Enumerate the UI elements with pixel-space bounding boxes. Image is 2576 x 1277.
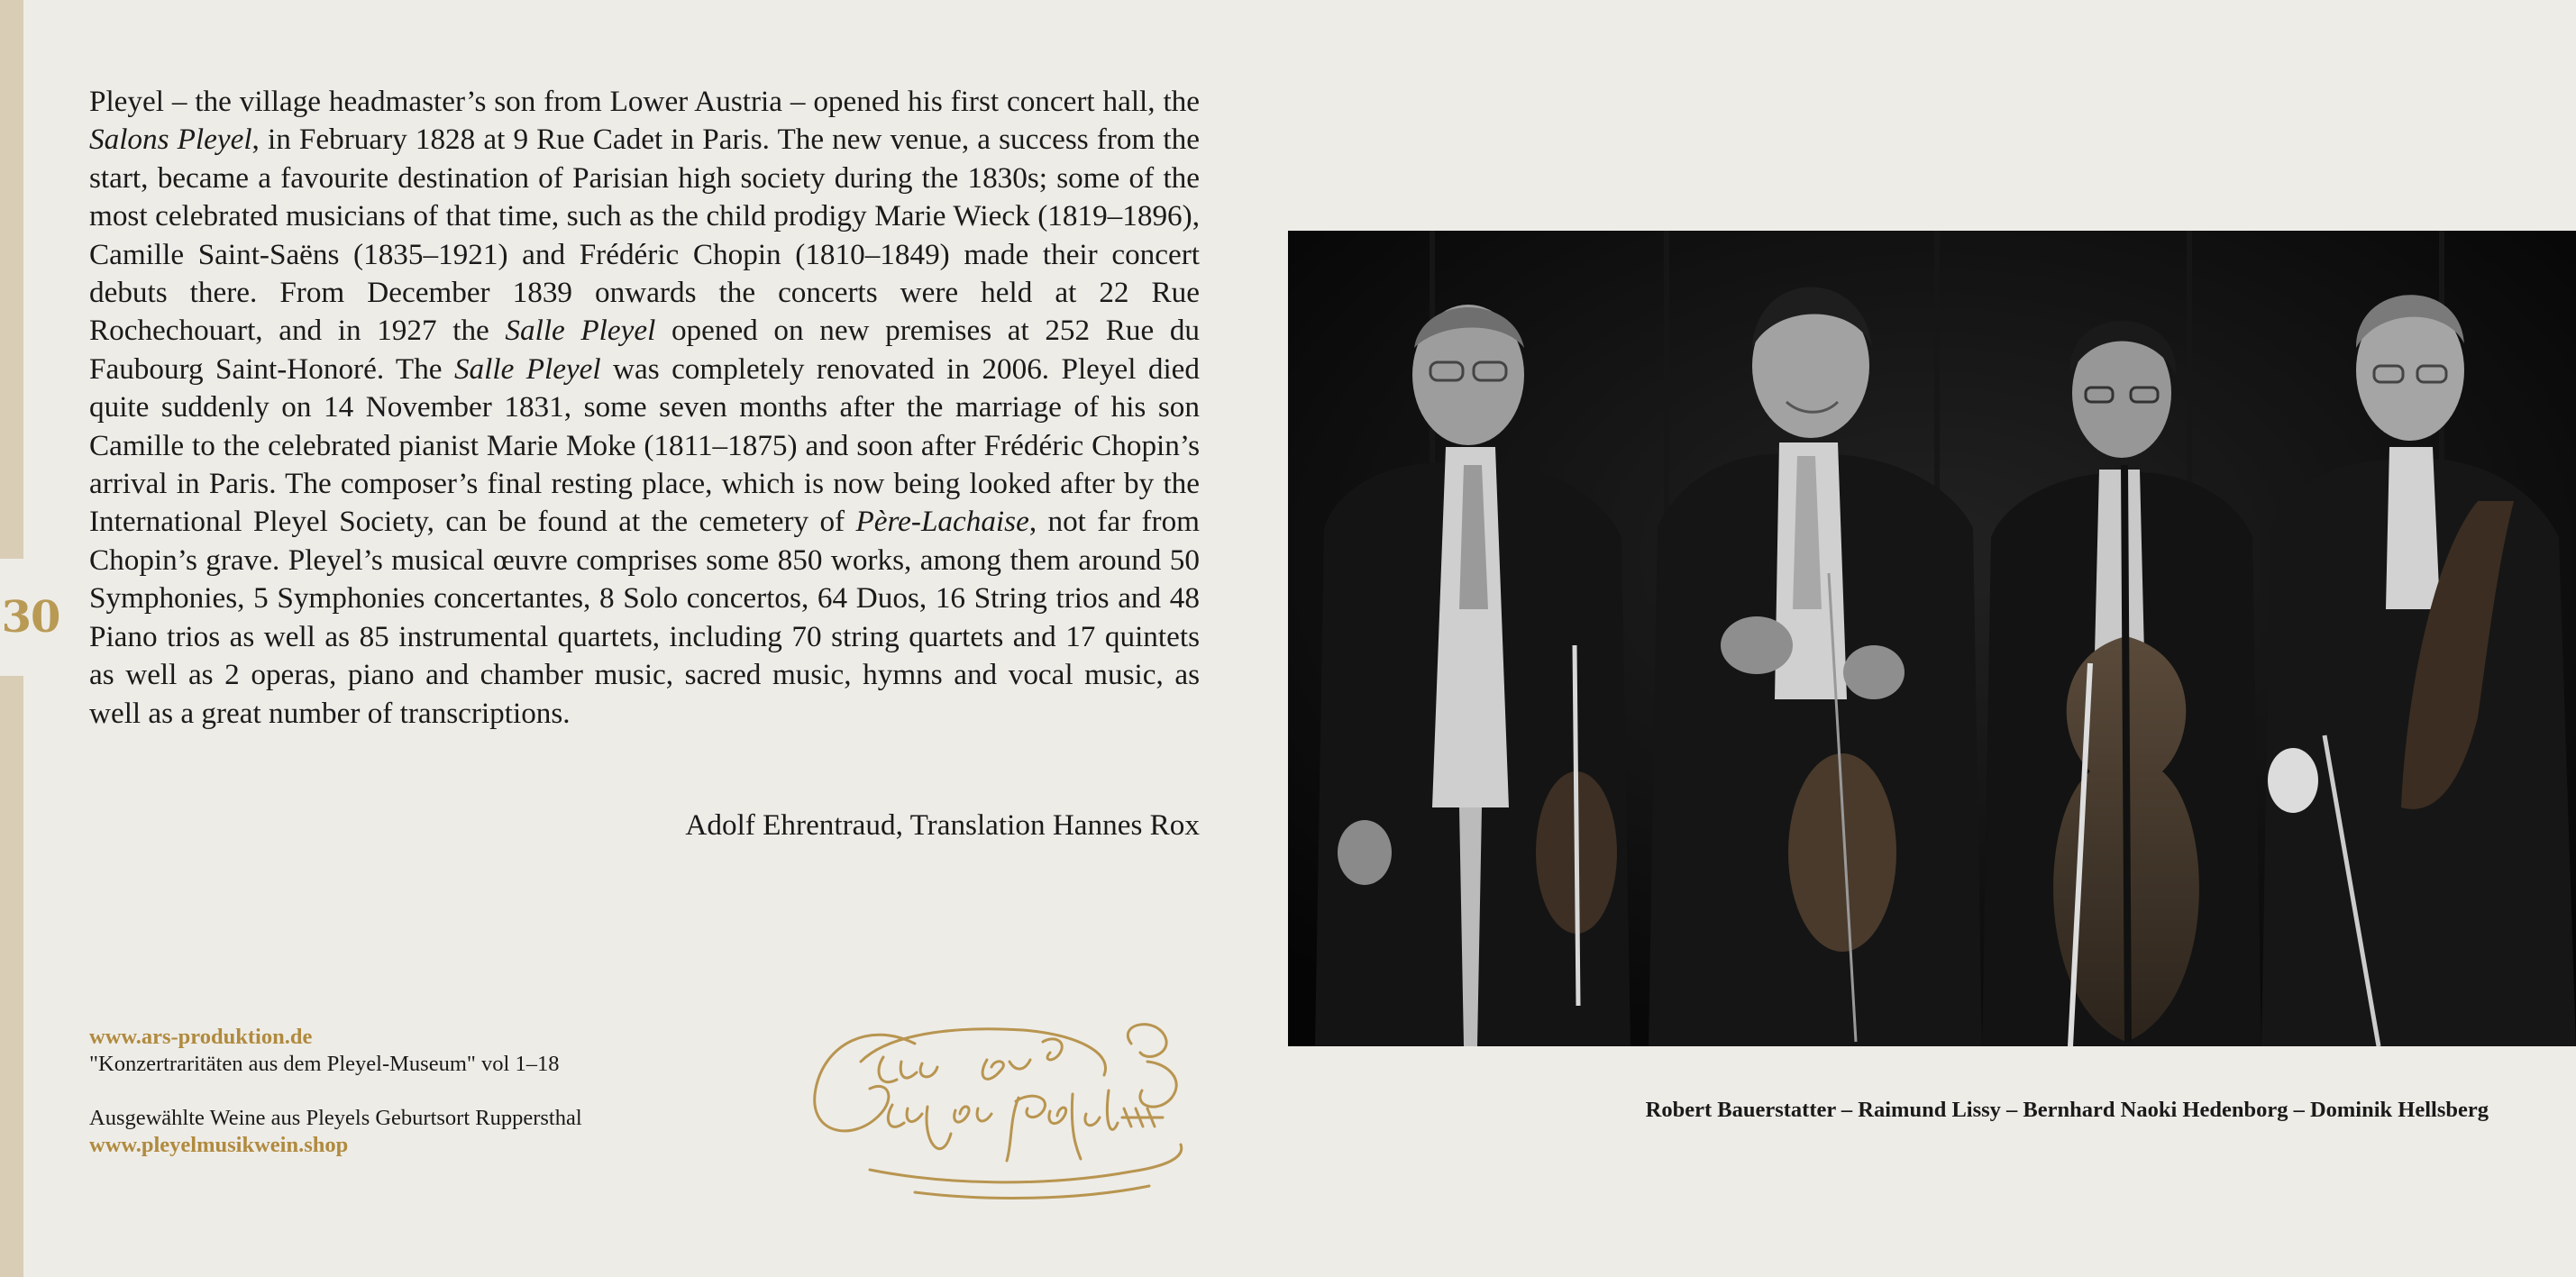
wine-note: Ausgewählte Weine aus Pleyels Geburtsort Ruppersthal (89, 1106, 582, 1130)
quartet-photo (1288, 231, 2576, 1046)
cemetery-name: Père-Lachaise (855, 505, 1029, 539)
text-run: was completely renovated in 2006. Pleyel died quite suddenly on 14 November 1831, some seven months after the marriage of his son Camille to the celebrated pianist Marie Moke (1811–1875) and soon after Frédéric Chopin’s arrival in Paris. The composer’s final resting place, which is now being looked after by the International Pleyel Society, can be found at the cemetery of (89, 351, 1200, 539)
text-run: , not far from Chopin’s grave. Pleyel’s musical œuvre comprises some 850 works, among them around 50 Symphonies, 5 Symphonies concertantes, 8 Solo concertos, 64 Duos, 16 String trios and 48 Piano trios as well as 85 instrumental quartets, including 70 string quartets and 17 quintets as well as 2 operas, piano and chamber music, sacred music, hymns and vocal music, as well as a great number of transcriptions. (89, 505, 1200, 730)
series-title: "Konzertraritäten aus dem Pleyel-Museum" vol 1–18 (89, 1052, 560, 1076)
pleyel-signature (807, 1008, 1203, 1215)
article-paragraph (89, 83, 1200, 733)
signature-caption: Ignazio Pleyel (1005, 1213, 1010, 1214)
page-number-box (0, 559, 61, 676)
text-run: , in February 1828 at 9 Rue Cadet in Paris. The new venue, a success from the start, became a favourite destination of Parisian high society during the 1830s; some of the most celebrated musicians of that time, such as the child prodigy Marie Wieck (1819–1896), Camille Saint-Saëns (1835–1921) and Frédéric Chopin (1810–1849) made their concert debuts there. From December 1839 onwards the concerts were held at 22 Rue Rochechouart, and in 1927 the (89, 123, 1200, 348)
photo-caption: Robert Bauerstatter – Raimund Lissy – Bernhard Naoki Hedenborg – Dominik Hellsberg (1645, 1098, 2489, 1122)
venue-name-salons-pleyel: Salons Pleyel (89, 123, 252, 157)
spacer (89, 1078, 582, 1105)
page-number: 30 (1, 592, 60, 643)
quartet-photo-illustration (1288, 231, 2576, 1046)
venue-name-salle-pleyel: Salle Pleyel (453, 351, 601, 386)
text-run: opened on new premises at 252 Rue du Faubourg Saint-Honoré. The (89, 314, 1201, 386)
ars-produktion-link[interactable]: www.ars-produktion.de (89, 1025, 313, 1049)
footer-info (89, 1024, 582, 1159)
author-credit: Adolf Ehrentraud, Translation Hannes Rox (685, 808, 1200, 842)
text-run: Pleyel – the village headmaster’s son from Lower Austria – opened his first concert hall, the (89, 85, 1200, 118)
pleyelmusikwein-link[interactable]: www.pleyelmusikwein.shop (89, 1133, 349, 1157)
venue-name-salle-pleyel: Salle Pleyel (505, 314, 656, 348)
